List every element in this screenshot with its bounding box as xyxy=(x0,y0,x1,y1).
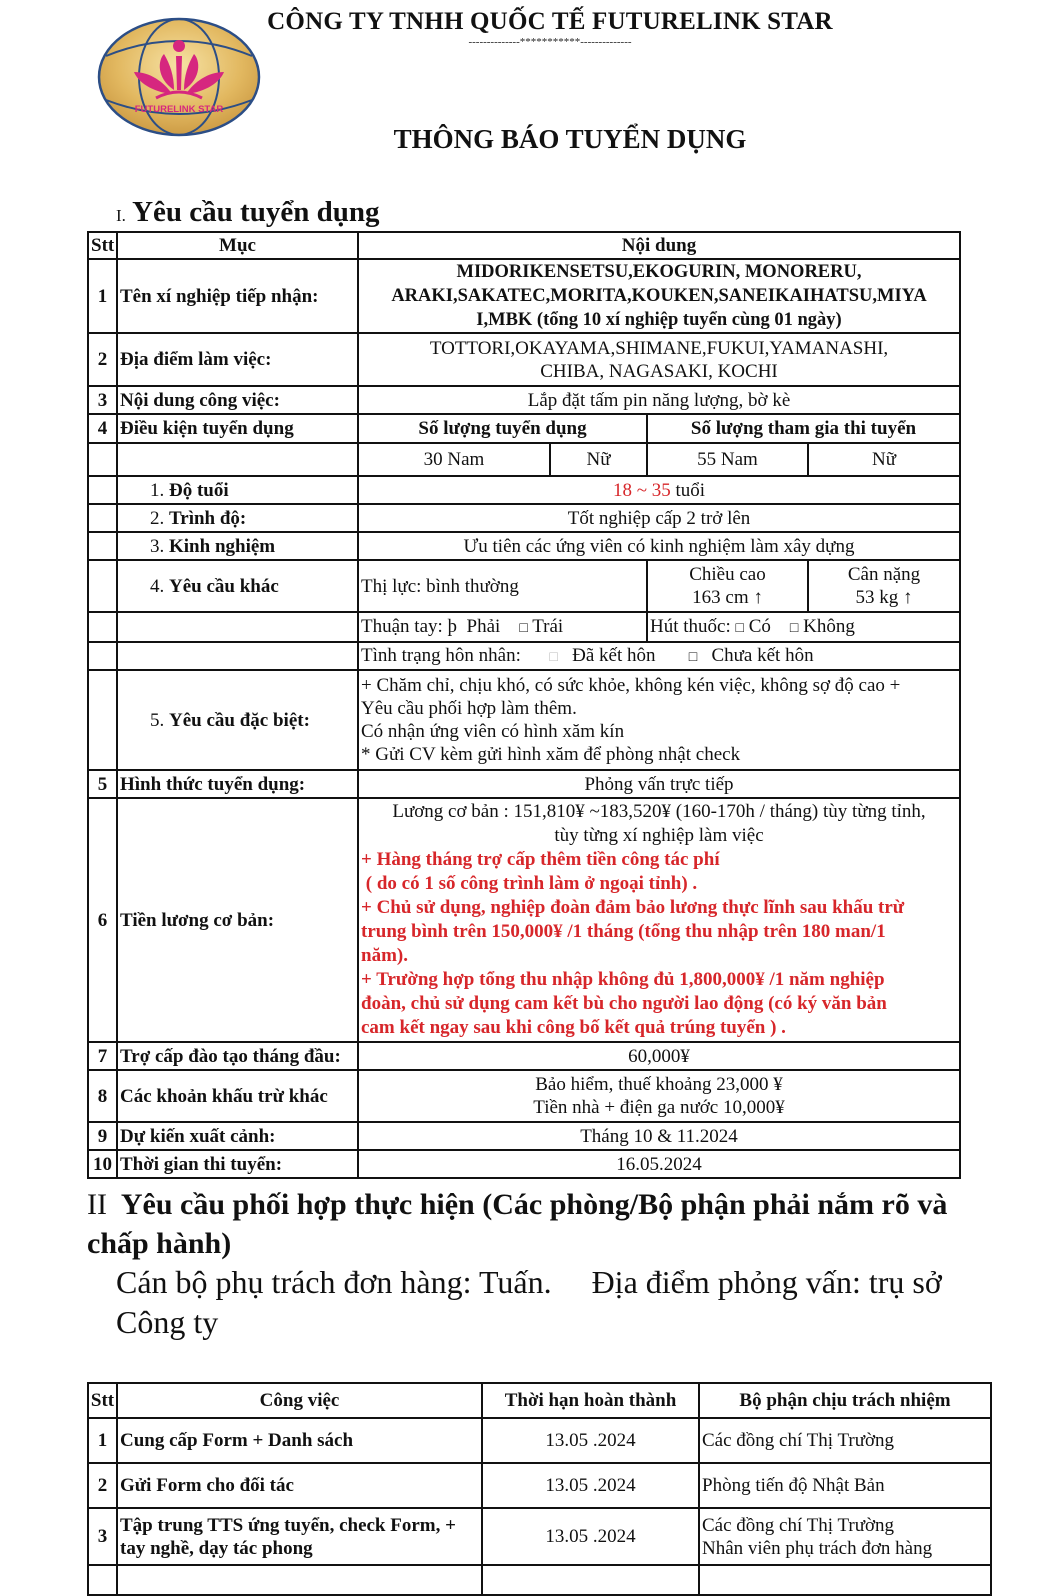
age-range: 18 ~ 35 xyxy=(612,479,671,501)
company-list xyxy=(358,259,960,333)
empty-cell xyxy=(88,476,117,504)
education-label xyxy=(117,504,358,532)
sub-label: Yêu cầu đặc biệt: xyxy=(169,709,310,731)
weight-value: 53 kg ↑ xyxy=(855,587,913,608)
section-2-number: II xyxy=(87,1188,107,1221)
table-row xyxy=(88,1508,991,1565)
salary-note-line: ( do có 1 số công trình làm ở ngoại tỉnh) . xyxy=(361,873,698,894)
sub-num: 3. xyxy=(150,535,165,557)
row-stt: 5 xyxy=(88,770,117,798)
row-stt: 9 xyxy=(88,1122,117,1150)
training-value: 60,000¥ xyxy=(358,1042,960,1070)
exam-date-value: 16.05.2024 xyxy=(358,1150,960,1178)
empty-cell xyxy=(88,504,117,532)
row-label: Điều kiện tuyển dụng xyxy=(117,414,358,443)
table-row-deductions xyxy=(88,1070,960,1122)
height-cell xyxy=(647,560,808,612)
height-value: 163 cm ↑ xyxy=(692,587,763,608)
row-label: Dự kiến xuất cảnh: xyxy=(117,1122,358,1150)
checkbox-icon: □ xyxy=(789,620,799,636)
salary-note-line: đoàn, chủ sử dụng cam kết bù cho người lao động (có ký văn bản xyxy=(361,993,887,1014)
special-line: Có nhận ứng viên có hình xăm kín xyxy=(361,721,625,742)
experience-value: Ưu tiên các ứng viên có kinh nghiệm làm xây dựng xyxy=(358,532,960,560)
smoking-yes-option: Có xyxy=(748,615,771,637)
salary-note-line: trung bình trên 150,000¥ /1 tháng (tổng thu nhập trên 180 man/1 xyxy=(361,921,886,942)
row-label: Tiền lương cơ bản: xyxy=(117,798,358,1042)
sub-num: 4. xyxy=(150,575,165,597)
header-content: Nội dung xyxy=(358,232,960,259)
salary-note-line: + Hàng tháng trợ cấp thêm tiền công tác phí xyxy=(361,849,720,870)
department-line: Các đồng chí Thị Trường xyxy=(702,1430,895,1451)
checked-box-icon: þ xyxy=(447,615,458,637)
table-row xyxy=(88,1418,991,1463)
table-row-marital xyxy=(88,642,960,670)
table-row-location xyxy=(88,333,960,386)
table-row-exam-date xyxy=(88,1150,960,1178)
departure-value: Tháng 10 & 11.2024 xyxy=(358,1122,960,1150)
job-value: Lắp đặt tấm pin năng lượng, bờ kè xyxy=(358,386,960,414)
header-task: Công việc xyxy=(117,1383,482,1418)
special-line: + Chăm chỉ, chịu khó, có sức khỏe, không kén việc, không sợ độ cao + xyxy=(361,675,901,696)
header-stt: Stt xyxy=(88,232,117,259)
table-row-partial xyxy=(88,1565,991,1595)
row-label: Hình thức tuyển dụng: xyxy=(117,770,358,798)
department-line: Các đồng chí Thị Trường xyxy=(702,1514,895,1536)
table-row-salary xyxy=(88,798,960,1042)
deductions-value xyxy=(358,1070,960,1122)
coordination-table xyxy=(87,1382,992,1596)
company-name-text: CÔNG TY TNHH QUỐC TẾ FUTURELINK STAR xyxy=(267,8,833,35)
method-value: Phỏng vấn trực tiếp xyxy=(358,770,960,798)
row-stt: 6 xyxy=(88,798,117,1042)
empty-cell xyxy=(88,443,117,476)
sub-label: Độ tuổi xyxy=(169,479,229,501)
recruitment-requirements-table xyxy=(87,231,961,1179)
weight-cell xyxy=(808,560,960,612)
salary-note-line: + Chủ sử dụng, nghiệp đoàn đảm bảo lương thực lĩnh sau khấu trừ xyxy=(361,897,905,918)
salary-note-line: năm). xyxy=(361,945,408,966)
row-deadline: 13.05 .2024 xyxy=(482,1418,699,1463)
row-label: Các khoản khấu trừ khác xyxy=(117,1070,358,1122)
education-value: Tốt nghiệp cấp 2 trở lên xyxy=(358,504,960,532)
row-task: Gửi Form cho đối tác xyxy=(117,1463,482,1508)
table-row-conditions xyxy=(88,414,960,443)
deduction-line: Bảo hiểm, thuế khoảng 23,000 ¥ xyxy=(535,1074,783,1095)
row-stt: 3 xyxy=(88,1508,117,1565)
row-department xyxy=(699,1508,991,1565)
company-name xyxy=(0,8,1040,36)
sub-label: Kinh nghiệm xyxy=(169,535,276,557)
sub-num: 2. xyxy=(150,507,165,529)
recruit-count-header: Số lượng tuyển dụng xyxy=(358,414,647,443)
salary-base-line: tùy từng xí nghiệp làm việc xyxy=(554,825,764,846)
table-header-row xyxy=(88,232,960,259)
location-line: CHIBA, NAGASAKI, KOCHI xyxy=(540,360,778,382)
salary-note-line: + Trường hợp tổng thu nhập không đủ 1,800,000¥ /1 năm nghiệp xyxy=(361,969,885,990)
row-label: Trợ cấp đào tạo tháng đầu: xyxy=(117,1042,358,1070)
table-row xyxy=(88,1463,991,1508)
exam-count-header: Số lượng tham gia thi tuyển xyxy=(647,414,960,443)
marital-label: Tình trạng hôn nhân: xyxy=(361,644,521,666)
smoking-cell xyxy=(647,612,960,642)
location-list xyxy=(358,333,960,386)
header-deadline: Thời hạn hoàn thành xyxy=(482,1383,699,1418)
height-label: Chiều cao xyxy=(689,564,766,585)
department-line: Phòng tiến độ Nhật Bản xyxy=(702,1475,885,1496)
company-line: ARAKI,SAKATEC,MORITA,KOUKEN,SANEIKAIHATSU,MIYA xyxy=(391,286,927,306)
age-unit: tuổi xyxy=(670,479,706,501)
empty-cell xyxy=(88,1565,117,1595)
checkbox-icon: □ xyxy=(519,620,528,636)
location-line: TOTTORI,OKAYAMA,SHIMANE,FUKUI,YAMANASHI, xyxy=(429,337,889,359)
empty-cell xyxy=(699,1565,991,1595)
table-row-special xyxy=(88,670,960,770)
table-row-job xyxy=(88,386,960,414)
row-department xyxy=(699,1418,991,1463)
header-stt: Stt xyxy=(88,1383,117,1418)
section-1-title: Yêu cầu tuyển dụng xyxy=(132,196,380,228)
empty-cell xyxy=(117,1565,482,1595)
salary-base-line: Lương cơ bản : 151,810¥ ~183,520¥ (160-170h / tháng) tùy từng tỉnh, xyxy=(392,801,926,822)
experience-label xyxy=(117,532,358,560)
row-label: Nội dung công việc: xyxy=(117,386,358,414)
officer-info xyxy=(116,1262,996,1342)
empty-cell xyxy=(117,642,358,670)
exam-male: 55 Nam xyxy=(647,443,808,476)
checkbox-icon: □ xyxy=(549,649,558,665)
section-2-title: Yêu cầu phối hợp thực hiện (Các phòng/Bộ phận phải nắm rõ và chấp hành) xyxy=(87,1188,948,1260)
sub-num: 1. xyxy=(150,479,165,501)
vision-value: Thị lực: bình thường xyxy=(358,560,647,612)
salary-details xyxy=(358,798,960,1042)
empty-cell xyxy=(88,532,117,560)
row-stt: 7 xyxy=(88,1042,117,1070)
age-value xyxy=(358,476,960,504)
table-header-row xyxy=(88,1383,991,1418)
special-requirements xyxy=(358,670,960,770)
row-label: Thời gian thi tuyển: xyxy=(117,1150,358,1178)
svg-text:FUTURELINK STAR: FUTURELINK STAR xyxy=(134,104,224,115)
company-line: MIDORIKENSETSU,EKOGURIN, MONORERU, xyxy=(456,262,862,282)
company-line: I,MBK (tổng 10 xí nghiệp tuyển cùng 01 ngày) xyxy=(476,310,842,330)
table-row-method xyxy=(88,770,960,798)
recruit-male: 30 Nam xyxy=(358,443,550,476)
section-1-number: I. xyxy=(116,206,126,225)
other-label xyxy=(117,560,358,612)
empty-cell xyxy=(482,1565,699,1595)
smoking-no-option: Không xyxy=(803,615,855,637)
table-row-counts xyxy=(88,443,960,476)
row-deadline: 13.05 .2024 xyxy=(482,1508,699,1565)
right-hand-option: Phải xyxy=(466,615,501,637)
empty-cell xyxy=(88,670,117,770)
empty-cell xyxy=(88,612,117,642)
table-row-education xyxy=(88,504,960,532)
document-title: THÔNG BÁO TUYỂN DỤNG xyxy=(393,124,747,154)
header-department: Bộ phận chịu trách nhiệm xyxy=(699,1383,991,1418)
row-stt: 8 xyxy=(88,1070,117,1122)
row-stt: 1 xyxy=(88,259,117,333)
table-row-experience xyxy=(88,532,960,560)
single-option: Chưa kết hôn xyxy=(711,644,814,666)
row-stt: 10 xyxy=(88,1150,117,1178)
table-row-other xyxy=(88,560,960,612)
sub-label: Trình độ: xyxy=(169,507,247,529)
married-option: Đã kết hôn xyxy=(572,644,656,666)
special-label xyxy=(117,670,358,770)
header-item: Mục xyxy=(117,232,358,259)
special-line: * Gửi CV kèm gửi hình xăm để phòng nhật check xyxy=(361,744,741,765)
checkbox-icon: □ xyxy=(688,649,698,665)
empty-cell xyxy=(117,443,358,476)
row-label: Địa điểm làm việc: xyxy=(117,333,358,386)
decorative-divider: --------------***********-------------- xyxy=(468,36,632,48)
special-line: Yêu cầu phối hợp làm thêm. xyxy=(361,698,577,719)
row-stt: 1 xyxy=(88,1418,117,1463)
section-2-heading xyxy=(87,1185,1007,1263)
department-line: Nhân viên phụ trách đơn hàng xyxy=(702,1537,933,1559)
exam-female: Nữ xyxy=(808,443,960,476)
row-department xyxy=(699,1463,991,1508)
deduction-line: Tiền nhà + điện ga nước 10,000¥ xyxy=(533,1097,785,1118)
section-1-heading xyxy=(116,196,379,229)
row-task: Tập trung TTS ứng tuyển, check Form, + tay nghề, dạy tác phong xyxy=(117,1508,482,1565)
officer-text: Cán bộ phụ trách đơn hàng: Tuấn. Địa điểm phỏng vấn: trụ sở Công ty xyxy=(116,1264,950,1340)
row-stt: 3 xyxy=(88,386,117,414)
handedness-label: Thuận tay: xyxy=(361,615,443,637)
sub-label: Yêu cầu khác xyxy=(169,575,279,597)
row-stt: 2 xyxy=(88,1463,117,1508)
row-task: Cung cấp Form + Danh sách xyxy=(117,1418,482,1463)
table-row-training xyxy=(88,1042,960,1070)
table-row-handedness xyxy=(88,612,960,642)
row-deadline: 13.05 .2024 xyxy=(482,1463,699,1508)
checkbox-icon: □ xyxy=(735,620,744,636)
empty-cell xyxy=(88,560,117,612)
empty-cell xyxy=(117,612,358,642)
row-stt: 4 xyxy=(88,414,117,443)
empty-cell xyxy=(88,642,117,670)
salary-note-line: cam kết ngay sau khi công bố kết quả trúng tuyển ) . xyxy=(361,1017,786,1038)
marital-cell xyxy=(358,642,960,670)
age-label xyxy=(117,476,358,504)
handedness-cell xyxy=(358,612,647,642)
row-label: Tên xí nghiệp tiếp nhận: xyxy=(117,259,358,333)
table-row-company xyxy=(88,259,960,333)
row-stt: 2 xyxy=(88,333,117,386)
table-row-age xyxy=(88,476,960,504)
sub-num: 5. xyxy=(150,709,165,731)
left-hand-option: Trái xyxy=(532,615,564,637)
recruit-female: Nữ xyxy=(550,443,647,476)
table-row-departure xyxy=(88,1122,960,1150)
weight-label: Cân nặng xyxy=(847,564,921,585)
smoking-label: Hút thuốc: xyxy=(650,615,731,637)
